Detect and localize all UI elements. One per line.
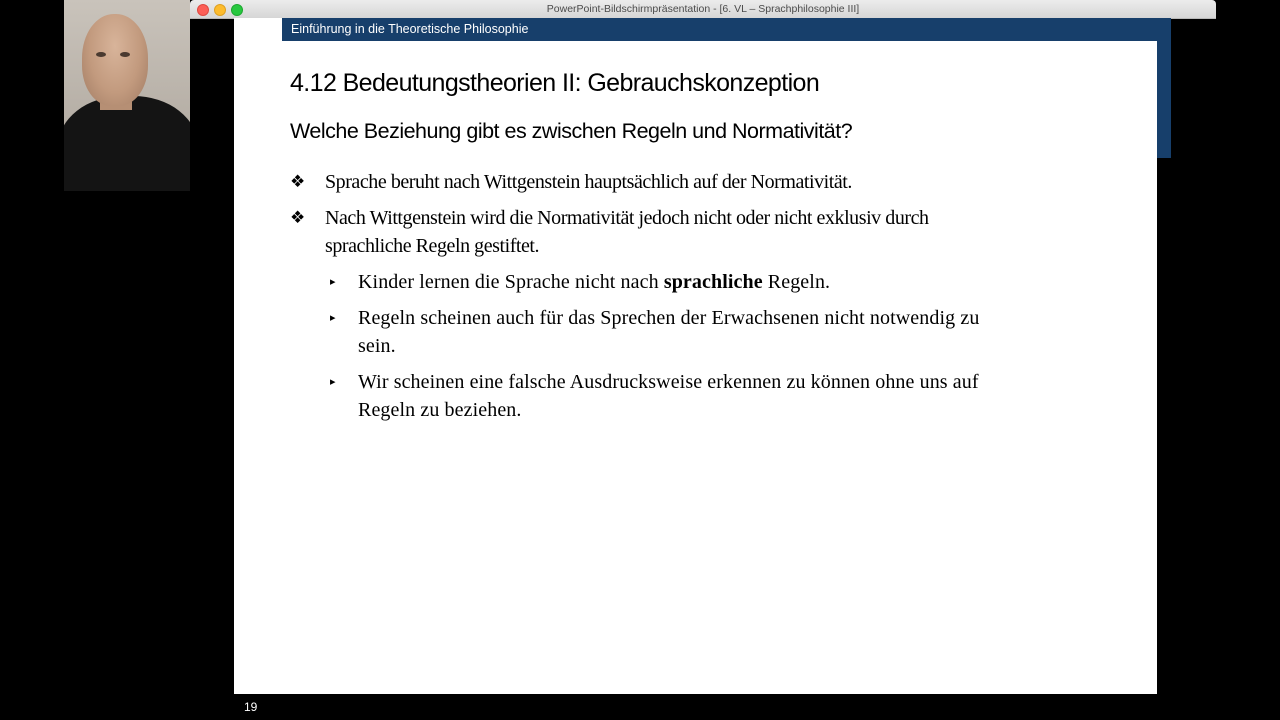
window-title: PowerPoint-Bildschirmpräsentation - [6. VL – Sprachphilosophie III] xyxy=(546,3,860,15)
triangle-bullet-icon: ▸ xyxy=(330,312,336,324)
diamond-bullet-icon: ❖ xyxy=(290,172,305,191)
triangle-bullet-icon: ▸ xyxy=(330,276,336,288)
slide-side-accent xyxy=(1157,18,1171,158)
bullet-text: Sprache beruht nach Wittgenstein hauptsächlich auf der Normativität. xyxy=(325,171,852,193)
slide-header-bar xyxy=(282,18,1157,41)
sub-bullet-text-line: sein. xyxy=(358,335,396,357)
slide-title: 4.12 Bedeutungstheorien II: Gebrauchskonzeption xyxy=(290,69,820,97)
slide-header-text: Einführung in die Theoretische Philosophie xyxy=(291,22,529,36)
diamond-bullet-icon: ❖ xyxy=(290,208,305,227)
slide[interactable] xyxy=(234,18,1157,694)
sub-bullet-bold-text: sprachliche xyxy=(663,271,763,293)
slide-number: 19 xyxy=(244,700,258,714)
person-head xyxy=(82,14,148,106)
bullet-text-line: sprachliche Regeln gestiftet. xyxy=(325,235,540,257)
sub-bullet-text-line: Regeln scheinen auch für das Sprechen der Erwachsenen nicht notwendig zu xyxy=(358,307,980,329)
slide-subtitle: Welche Beziehung gibt es zwischen Regeln und Normativität? xyxy=(290,119,853,143)
sub-bullet-text-part: Regeln. xyxy=(762,271,831,293)
bullet-text-line: Nach Wittgenstein wird die Normativität jedoch nicht oder nicht exklusiv durch xyxy=(325,207,929,229)
sub-bullet-text-line: Regeln zu beziehen. xyxy=(358,399,522,421)
webcam-video xyxy=(64,0,190,191)
sub-bullet-text xyxy=(358,368,1108,424)
sub-bullet-text-line: Wir scheinen eine falsche Ausdrucksweise erkennen zu können ohne uns auf xyxy=(358,371,979,393)
person-eyes xyxy=(96,52,136,58)
sub-bullet-text xyxy=(358,304,1108,360)
triangle-bullet-icon: ▸ xyxy=(330,376,336,388)
person-body xyxy=(64,96,190,191)
window-titlebar[interactable] xyxy=(190,0,1216,19)
presentation-window xyxy=(190,0,1216,720)
bullet-text xyxy=(325,204,1105,260)
sub-bullet-text xyxy=(358,268,1108,296)
sub-bullet-text-part: Kinder lernen die Sprache nicht nach xyxy=(358,271,664,293)
